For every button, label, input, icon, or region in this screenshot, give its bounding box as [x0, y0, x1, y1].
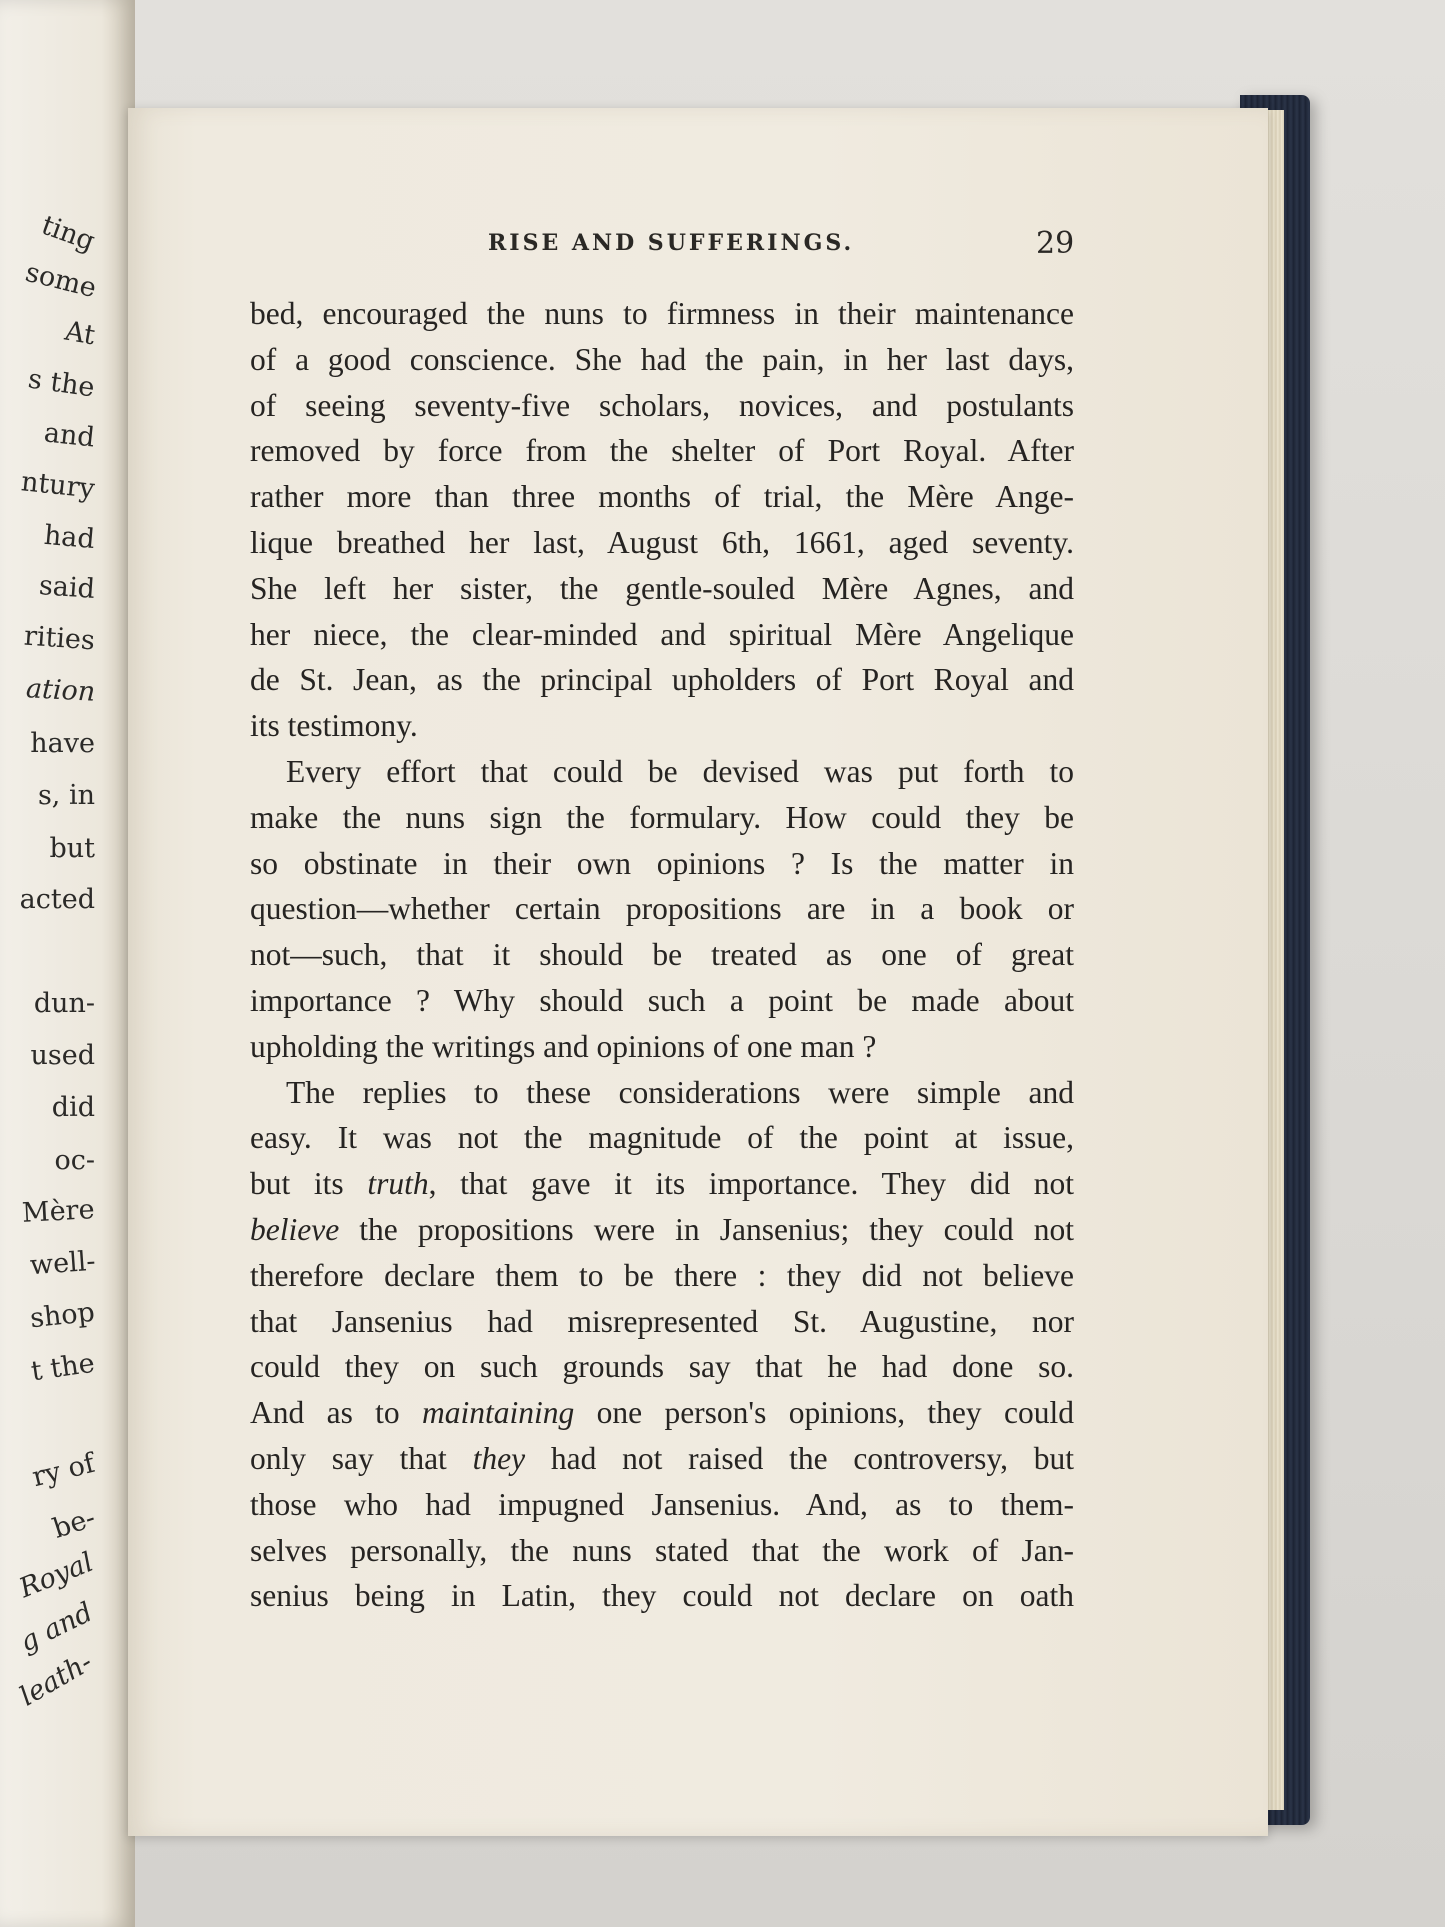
left-page-fragment: shop — [28, 1296, 97, 1335]
left-page-fragment: Royal — [15, 1546, 99, 1605]
text-run: had not raised the controversy, but — [525, 1440, 1074, 1476]
left-page-fragment: acted — [19, 884, 95, 915]
left-page-fragment: have — [30, 728, 95, 759]
book-page — [128, 108, 1268, 1836]
left-page-fragment: did — [51, 1092, 95, 1123]
text-line: not—such, that it should be treated as one of great — [250, 937, 1074, 973]
text-line: therefore declare them to be there : they did not believe — [250, 1257, 1074, 1293]
text-line: of seeing seventy-five scholars, novices, and postulants — [250, 387, 1074, 423]
left-page-fragment: said — [38, 570, 97, 605]
text-line — [250, 1390, 1074, 1436]
text-line: bed, encouraged the nuns to firmness in their maintenance — [250, 296, 1074, 331]
text-run: one person's opinions, they could — [574, 1395, 1074, 1431]
left-page-fragment: At — [62, 315, 98, 352]
text-line: importance ? Why should such a point be made about — [250, 982, 1074, 1018]
left-page-fragment: some — [22, 256, 100, 305]
running-head — [128, 226, 1268, 270]
left-page-fragment: rities — [23, 620, 96, 657]
italic-text: maintaining — [422, 1395, 575, 1431]
left-page-fragment: used — [30, 1040, 95, 1071]
text-line: She left her sister, the gentle-souled Mère Agnes, and — [250, 570, 1074, 606]
left-page-fragment: dun- — [33, 988, 95, 1019]
left-page-fragment: s, in — [37, 780, 95, 811]
text-line: of a good conscience. She had the pain, in her last days, — [250, 341, 1074, 377]
left-page-fragment: ntury — [19, 466, 97, 505]
text-run: only say that — [250, 1440, 473, 1476]
text-run: the propositions were in Jansenius; they could not — [339, 1211, 1074, 1247]
text-line: could they on such grounds say that he had done so. — [250, 1349, 1074, 1385]
text-line: make the nuns sign the formulary. How could they be — [250, 799, 1074, 835]
left-page-fragment: but — [49, 833, 95, 864]
left-page-fragment: t the — [29, 1347, 97, 1388]
italic-text: believe — [250, 1211, 340, 1247]
text-line: upholding the writings and opinions of one man ? — [250, 1028, 877, 1064]
italic-text: they — [472, 1440, 526, 1476]
text-line — [250, 1207, 1074, 1253]
text-line: senius being in Latin, they could not declare on oath — [250, 1578, 1074, 1614]
left-page-fragment: g and — [15, 1596, 98, 1659]
text-line: easy. It was not the magnitude of the point at issue, — [250, 1120, 1074, 1156]
text-line: The replies to these considerations were simple and — [286, 1074, 1074, 1110]
text-line: question—whether certain propositions are in a book or — [250, 891, 1074, 927]
left-page-fragment: be- — [48, 1502, 99, 1545]
text-run: , that gave it its importance. They did not — [428, 1166, 1075, 1202]
text-line: selves personally, the nuns stated that the work of Jan- — [250, 1532, 1074, 1568]
text-line: Every effort that could be devised was put forth to — [286, 753, 1074, 789]
left-page-fragment: s the — [26, 363, 97, 404]
left-page-fragment: ting — [37, 209, 99, 258]
left-page-fragment: ation — [25, 673, 96, 708]
text-line — [250, 1161, 1074, 1207]
text-line: those who had impugned Jansenius. And, as to them- — [250, 1486, 1074, 1522]
text-run: but its — [250, 1166, 368, 1202]
text-line: rather more than three months of trial, the Mère Ange- — [250, 479, 1074, 515]
italic-text: truth — [367, 1166, 429, 1202]
left-page-fragment: Mère — [21, 1194, 96, 1229]
text-line: removed by force from the shelter of Port Royal. After — [250, 433, 1074, 469]
text-line: so obstinate in their own opinions ? Is the matter in — [250, 845, 1074, 881]
text-line: lique breathed her last, August 6th, 1661, aged seventy. — [250, 524, 1074, 560]
left-page-fragment: had — [42, 519, 97, 556]
left-facing-page — [0, 0, 135, 1927]
running-title: RISE AND SUFFERINGS. — [488, 230, 855, 256]
text-line: its testimony. — [250, 708, 418, 744]
text-line: de St. Jean, as the principal upholders of Port Royal and — [250, 662, 1074, 698]
left-page-fragment: well- — [28, 1245, 97, 1282]
left-page-fragment: ry of — [29, 1447, 98, 1494]
text-line — [250, 1436, 1074, 1482]
left-page-fragment: oc- — [54, 1145, 95, 1176]
page-number: 29 — [1036, 226, 1075, 261]
text-line: that Jansenius had misrepresented St. Augustine, nor — [250, 1303, 1074, 1339]
left-page-fragment: leath- — [14, 1646, 98, 1713]
body-text — [250, 291, 1074, 1619]
text-line: her niece, the clear-minded and spiritual Mère Angelique — [250, 616, 1074, 652]
left-page-fragment: and — [42, 417, 97, 454]
text-run: And as to — [250, 1395, 423, 1431]
